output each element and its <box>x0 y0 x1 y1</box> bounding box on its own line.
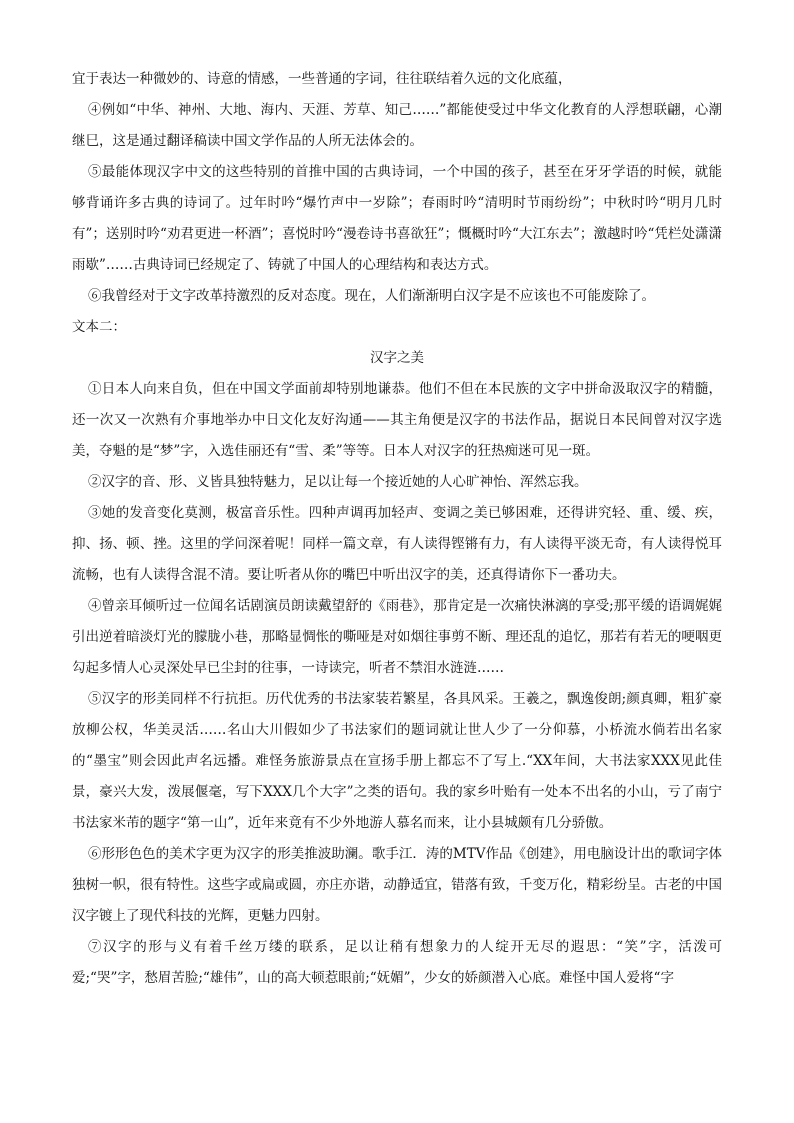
article-paragraph-2: ②汉字的音、形、义皆具独特魅力，足以让每一个接近她的人心旷神怡、浑然忘我。 <box>88 474 588 490</box>
text-two-label: 文本二： <box>72 319 126 335</box>
article-paragraph-3: ③她的发音变化莫测，极富音乐性。四种声调再加轻声、变调之美已够困难，还得讲究轻、重、缓、疾，抑、扬、顿、挫。这里的学问深着呢！同样一篇文章，有人读得铿锵有力，有人读得平淡无奇，有人读得悦耳流畅，也有人读得含混不清。要让听者从你的嘴巴中听出汉字的美，还真得请你下一番功夫。 <box>72 505 722 583</box>
article-paragraph-6: ⑥形形色色的美术字更为汉字的形美推波助澜。歌手江．涛的MTV作品《创建》，用电脑设计出的歌词字体独树一帜，很有特性。这些字或扁或圆，亦庄亦谐，动静适宜，错落有致，千变万化，精彩纷呈。古老的中国汉字镀上了现代科技的光辉，更魅力四射。 <box>72 846 722 924</box>
article-title: 汉字之美 <box>370 350 424 366</box>
document-body <box>72 64 722 994</box>
paragraph-6: ⑥我曾经对于文字改革持激烈的反对态度。现在，人们渐渐明白汉字是不应该也不可能废除了。 <box>88 288 655 304</box>
article-paragraph-4: ④曾亲耳倾听过一位闻名话剧演员朗读戴望舒的《雨巷》，那肯定是一次痛快淋漓的享受;那平缓的语调娓娓引出逆着暗淡灯光的朦胧小巷，那略显惆怅的嘶哑是对如烟往事剪不断、理还乱的追忆，那若有若无的哽咽更勾起多情人心灵深处早已尘封的往事，一诗读完，听者不禁泪水涟涟…… <box>72 598 722 676</box>
article-paragraph-7: ⑦汉字的形与义有着千丝万缕的联系，足以让稍有想象力的人绽开无尽的遐思：“笑”字，活泼可爱;“哭”字，愁眉苦脸;“雄伟”，山的高大顿惹眼前;“妩媚”，少女的娇颜潜入心底。难怪中国人爱将“字 <box>72 939 722 986</box>
article-paragraph-5: ⑤汉字的形美同样不行抗拒。历代优秀的书法家装若繁星，各具风采。王羲之，飘逸俊朗;颜真卿，粗犷豪放柳公权，华美灵活……名山大川假如少了书法家们的题词就让世人少了一分仰慕，小桥流水倘若出名家的“墨宝”则会因此声名远播。难怪务旅游景点在宣扬手册上都忘不了写上.“XX年间，大书法家XXX见此佳景，豪兴大发，泼展偃毫，写下XXX几个大字”之类的语句。我的家乡叶贻有一处本不出名的小山，亏了南宁书法家米芾的题字“第一山”，近年来竟有不少外地游人慕名而来，让小县城颇有几分骄傲。 <box>72 691 723 831</box>
paragraph-continued: 宜于表达一种微妙的、诗意的情感，一些普通的字词，往往联结着久远的文化底蕴， <box>72 71 572 87</box>
paragraph-4: ④例如“中华、神州、大地、海内、天涯、芳草、知己……”都能使受过中华文化教育的人浮想联翩，心潮继巳，这是通过翻译稿读中国文学作品的人所无法体会的。 <box>72 102 722 149</box>
paragraph-5: ⑤最能体现汉字中文的这些特别的首推中国的古典诗词，一个中国的孩子，甚至在牙牙学语的时候，就能够背诵许多古典的诗词了。过年时吟“爆竹声中一岁除”；春雨时吟“清明时节雨纷纷”；中秋时吟“明月几时有”；送别时吟“劝君更进一杯酒”；喜悦时吟“漫卷诗书喜欲狂”；慨概时吟“大江东去”；激越时吟“凭栏处潇潇雨歇”……古典诗词已经规定了、铸就了中国人的心理结构和表达方式。 <box>72 164 722 273</box>
article-paragraph-1: ①日本人向来自负，但在中国文学面前却特别地谦恭。他们不但在本民族的文字中拼命汲取汉字的精髓，还一次又一次熟有介事地举办中日文化友好沟通——其主角便是汉字的书法作品，据说日本民间曾对汉字选美，夺魁的是“梦”字，入选佳丽还有“雪、柔”等等。日本人对汉字的狂热痴迷可见一斑。 <box>72 381 722 459</box>
